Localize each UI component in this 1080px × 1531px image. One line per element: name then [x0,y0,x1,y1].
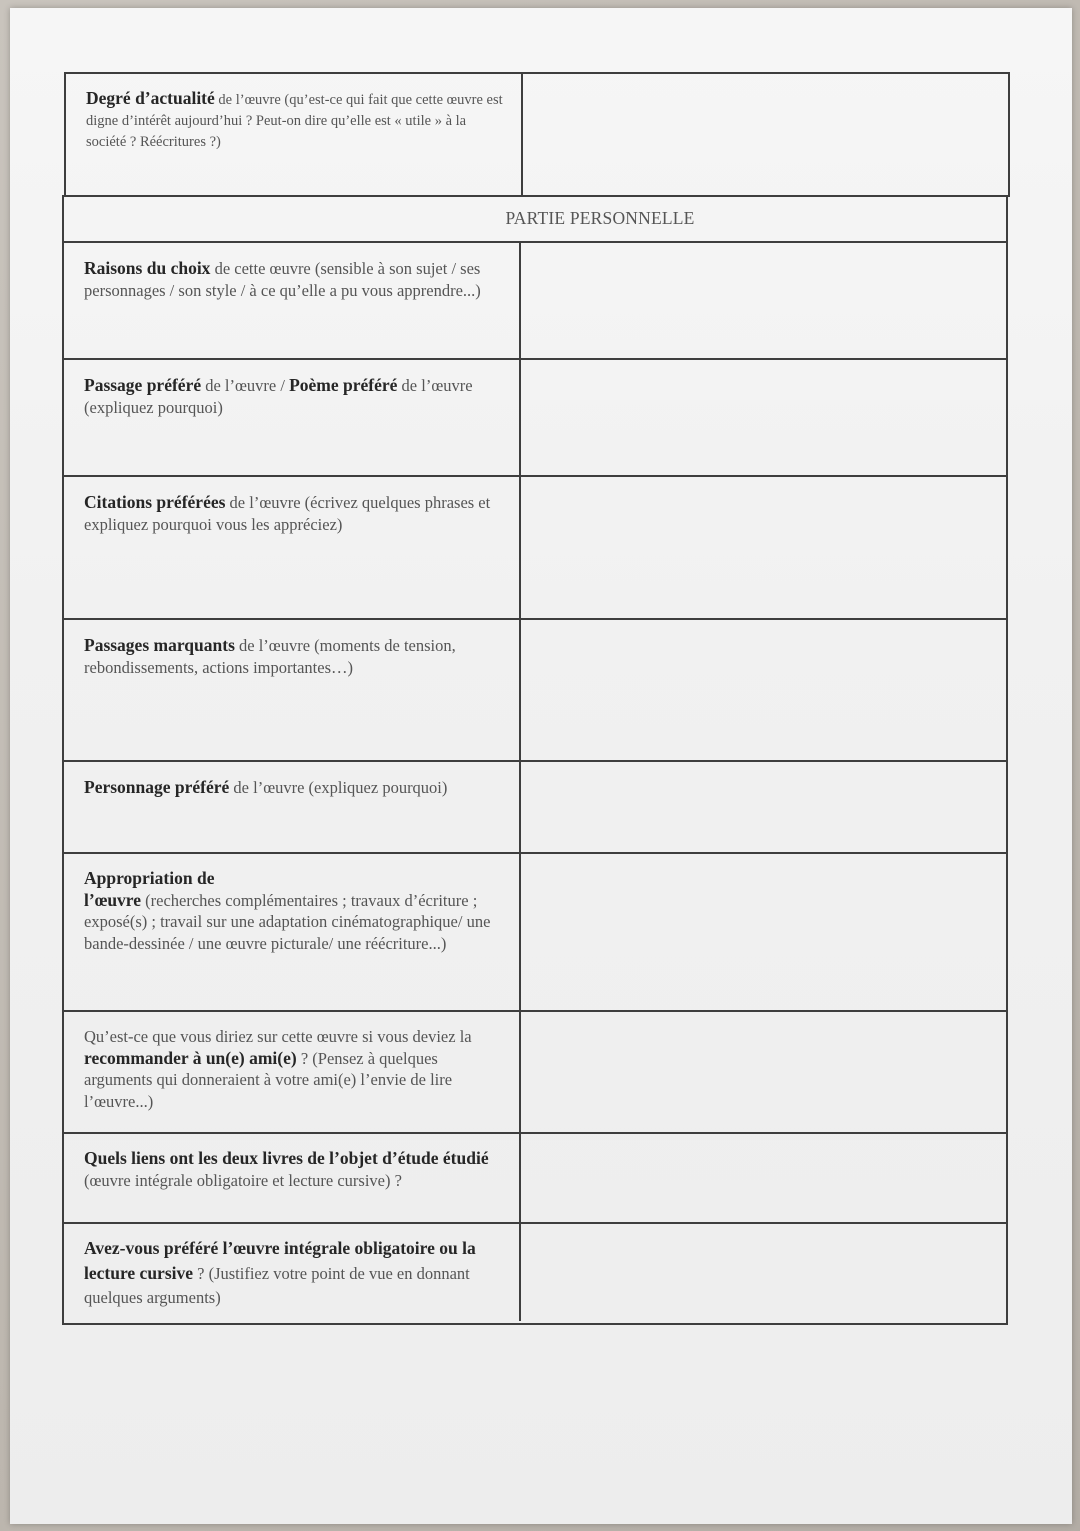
answer-cell-raisons-choix[interactable] [521,243,1006,358]
prompt-text: (recherches complémentaires ; travaux d’écriture ; exposé(s) ; travail sur une adaptation cinématographique/ une bande-dessinée / une œuvre picturale/ une réécriture...) [84,890,491,953]
prompt-liens-livres [64,1134,521,1222]
prompt-bold: Raisons du choix [84,258,211,278]
prompt-passages-marquants [64,620,521,760]
prompt-bold: Quels liens ont les deux livres de l’objet d’étude étudié [84,1148,489,1168]
prompt-text: de l’œuvre (expliquez pourquoi) [229,778,448,797]
prompt-bold: Degré d’actualité [86,88,215,108]
prompt-personnage-prefere [64,762,521,852]
prompt-bold: Citations préférées [84,492,226,512]
prompt-bold: recommander à un(e) ami(e) [84,1047,297,1068]
section-header-row [64,197,1006,243]
table-row-degre-actualite [66,74,1008,195]
prompt-bold-2: Poème préféré [289,375,398,395]
prompt-oeuvre-preferee [64,1224,521,1321]
section-title: PARTIE PERSONNELLE [505,207,695,228]
table-row-liens-livres [64,1134,1006,1224]
answer-cell-recommander[interactable] [521,1012,1006,1132]
prompt-text-2: de l’œuvre (expliquez pourquoi) [84,376,473,417]
prompt-bold: Personnage préféré [84,777,230,797]
table-row-personnage-prefere [64,762,1006,854]
prompt-bold: Passages marquants [84,635,235,655]
answer-cell-degre-actualite[interactable] [523,74,1008,195]
prompt-bold: Passage préféré [84,375,202,395]
prompt-text: de l’œuvre (qu’est-ce qui fait que cette œuvre est digne d’intérêt aujourd’hui ? Peut-on dire qu’elle est « utile » à la société ? Réécritures ?) [86,92,503,150]
prompt-bold: Appropriation de [84,868,215,888]
prompt-text: (œuvre intégrale obligatoire et lecture cursive) ? [84,1170,402,1190]
table-row-appropriation [64,854,1006,1012]
table-top [64,72,1010,197]
answer-cell-personnage-prefere[interactable] [521,762,1006,852]
table-row-recommander [64,1012,1006,1134]
table-row-raisons-choix [64,243,1006,360]
table-row-citations [64,477,1006,620]
table-row-oeuvre-preferee [64,1224,1006,1321]
answer-cell-liens-livres[interactable] [521,1134,1006,1222]
prompt-text: de l’œuvre / [201,376,290,395]
prompt-text: de l’œuvre (écrivez quelques phrases et expliquez pourquoi vous les appréciez) [84,493,491,534]
table-row-passage-prefere [64,360,1006,477]
prompt-text-2: ? (Pensez à quelques arguments qui donneraient à votre ami(e) l’envie de lire l’œuvre...) [84,1048,453,1111]
answer-cell-passages-marquants[interactable] [521,620,1006,760]
answer-cell-appropriation[interactable] [521,854,1006,1010]
prompt-citations [64,477,521,618]
prompt-text: de l’œuvre (moments de tension, rebondissements, actions importantes…) [84,636,456,677]
answer-cell-oeuvre-preferee[interactable] [521,1224,1006,1321]
prompt-passage-prefere [64,360,521,475]
prompt-recommander [64,1012,521,1132]
prompt-degre-actualite [66,74,523,195]
prompt-text: Qu’est-ce que vous diriez sur cette œuvre si vous deviez la [84,1027,472,1046]
prompt-text: ? (Justifiez votre point de vue en donnant quelques arguments) [84,1264,470,1307]
prompt-bold-b: l’œuvre [84,889,142,910]
prompt-text: de cette œuvre (sensible à son sujet / ses personnages / son style / à ce qu’elle a pu vous apprendre...) [84,259,481,300]
answer-cell-citations[interactable] [521,477,1006,618]
prompt-appropriation [64,854,521,1010]
prompt-bold: Avez-vous préféré l’œuvre intégrale obligatoire ou la lecture cursive [84,1238,476,1283]
prompt-raisons-choix [64,243,521,358]
table-partie-personnelle [62,195,1008,1325]
answer-cell-passage-prefere[interactable] [521,360,1006,475]
table-row-passages-marquants [64,620,1006,762]
